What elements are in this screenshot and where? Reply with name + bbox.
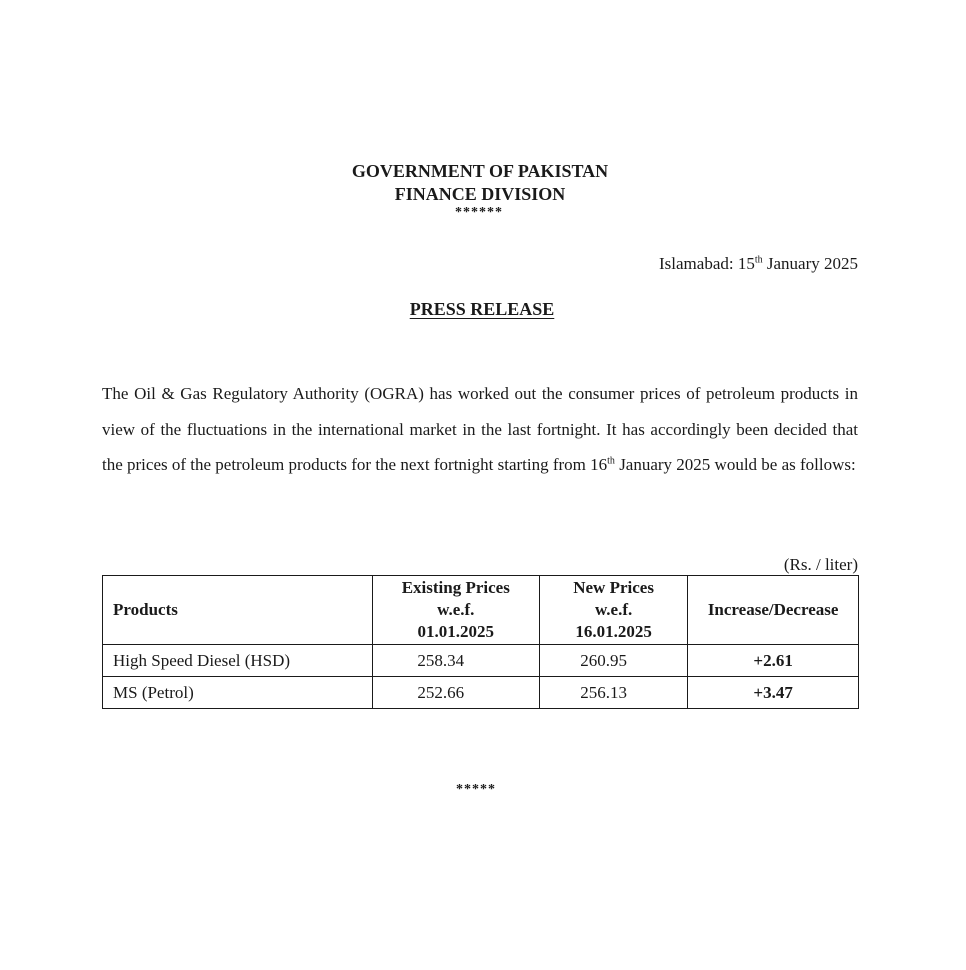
row-change: +3.47 <box>688 677 859 709</box>
dateline-day-suffix: th <box>754 254 763 266</box>
body-day-suffix: th <box>607 455 615 467</box>
row-new-price: 256.13 <box>539 677 687 709</box>
header-increase-decrease: Increase/Decrease <box>688 576 859 645</box>
title-text: PRESS RELEASE <box>409 299 555 319</box>
header-new-prices: New Prices w.e.f. 16.01.2025 <box>539 576 687 645</box>
header-products: Products <box>103 576 373 645</box>
table-header-row <box>103 576 859 645</box>
division-heading: FINANCE DIVISION <box>394 184 566 204</box>
header-separator: ****** <box>455 205 503 220</box>
body-text-part2: January 2025 would be as follows: <box>614 455 856 474</box>
table-row <box>103 677 859 709</box>
row-existing-price: 258.34 <box>372 645 539 677</box>
dateline <box>659 254 858 274</box>
dateline-place: Islamabad: 15 <box>659 254 755 273</box>
end-marker: ***** <box>456 782 496 797</box>
row-product: High Speed Diesel (HSD) <box>103 645 373 677</box>
price-table <box>102 575 859 709</box>
letterhead <box>0 160 966 220</box>
header-existing-prices: Existing Prices w.e.f. 01.01.2025 <box>372 576 539 645</box>
government-heading: GOVERNMENT OF PAKISTAN <box>351 161 609 181</box>
row-product: MS (Petrol) <box>103 677 373 709</box>
row-change: +2.61 <box>688 645 859 677</box>
unit-note: (Rs. / liter) <box>783 555 858 574</box>
table-row <box>103 645 859 677</box>
body-paragraph <box>102 376 858 483</box>
dateline-month-year: January 2025 <box>762 254 858 273</box>
row-existing-price: 252.66 <box>372 677 539 709</box>
press-release-title <box>0 299 966 320</box>
body-text-part1: The Oil & Gas Regulatory Authority (OGRA) has worked out the consumer prices of petroleum products in view of the fluctuations in the international market in the last fortnight. It has accordingly been decided that the prices of the petroleum products for the next fortnight starting from 16 <box>102 384 858 474</box>
row-new-price: 260.95 <box>539 645 687 677</box>
